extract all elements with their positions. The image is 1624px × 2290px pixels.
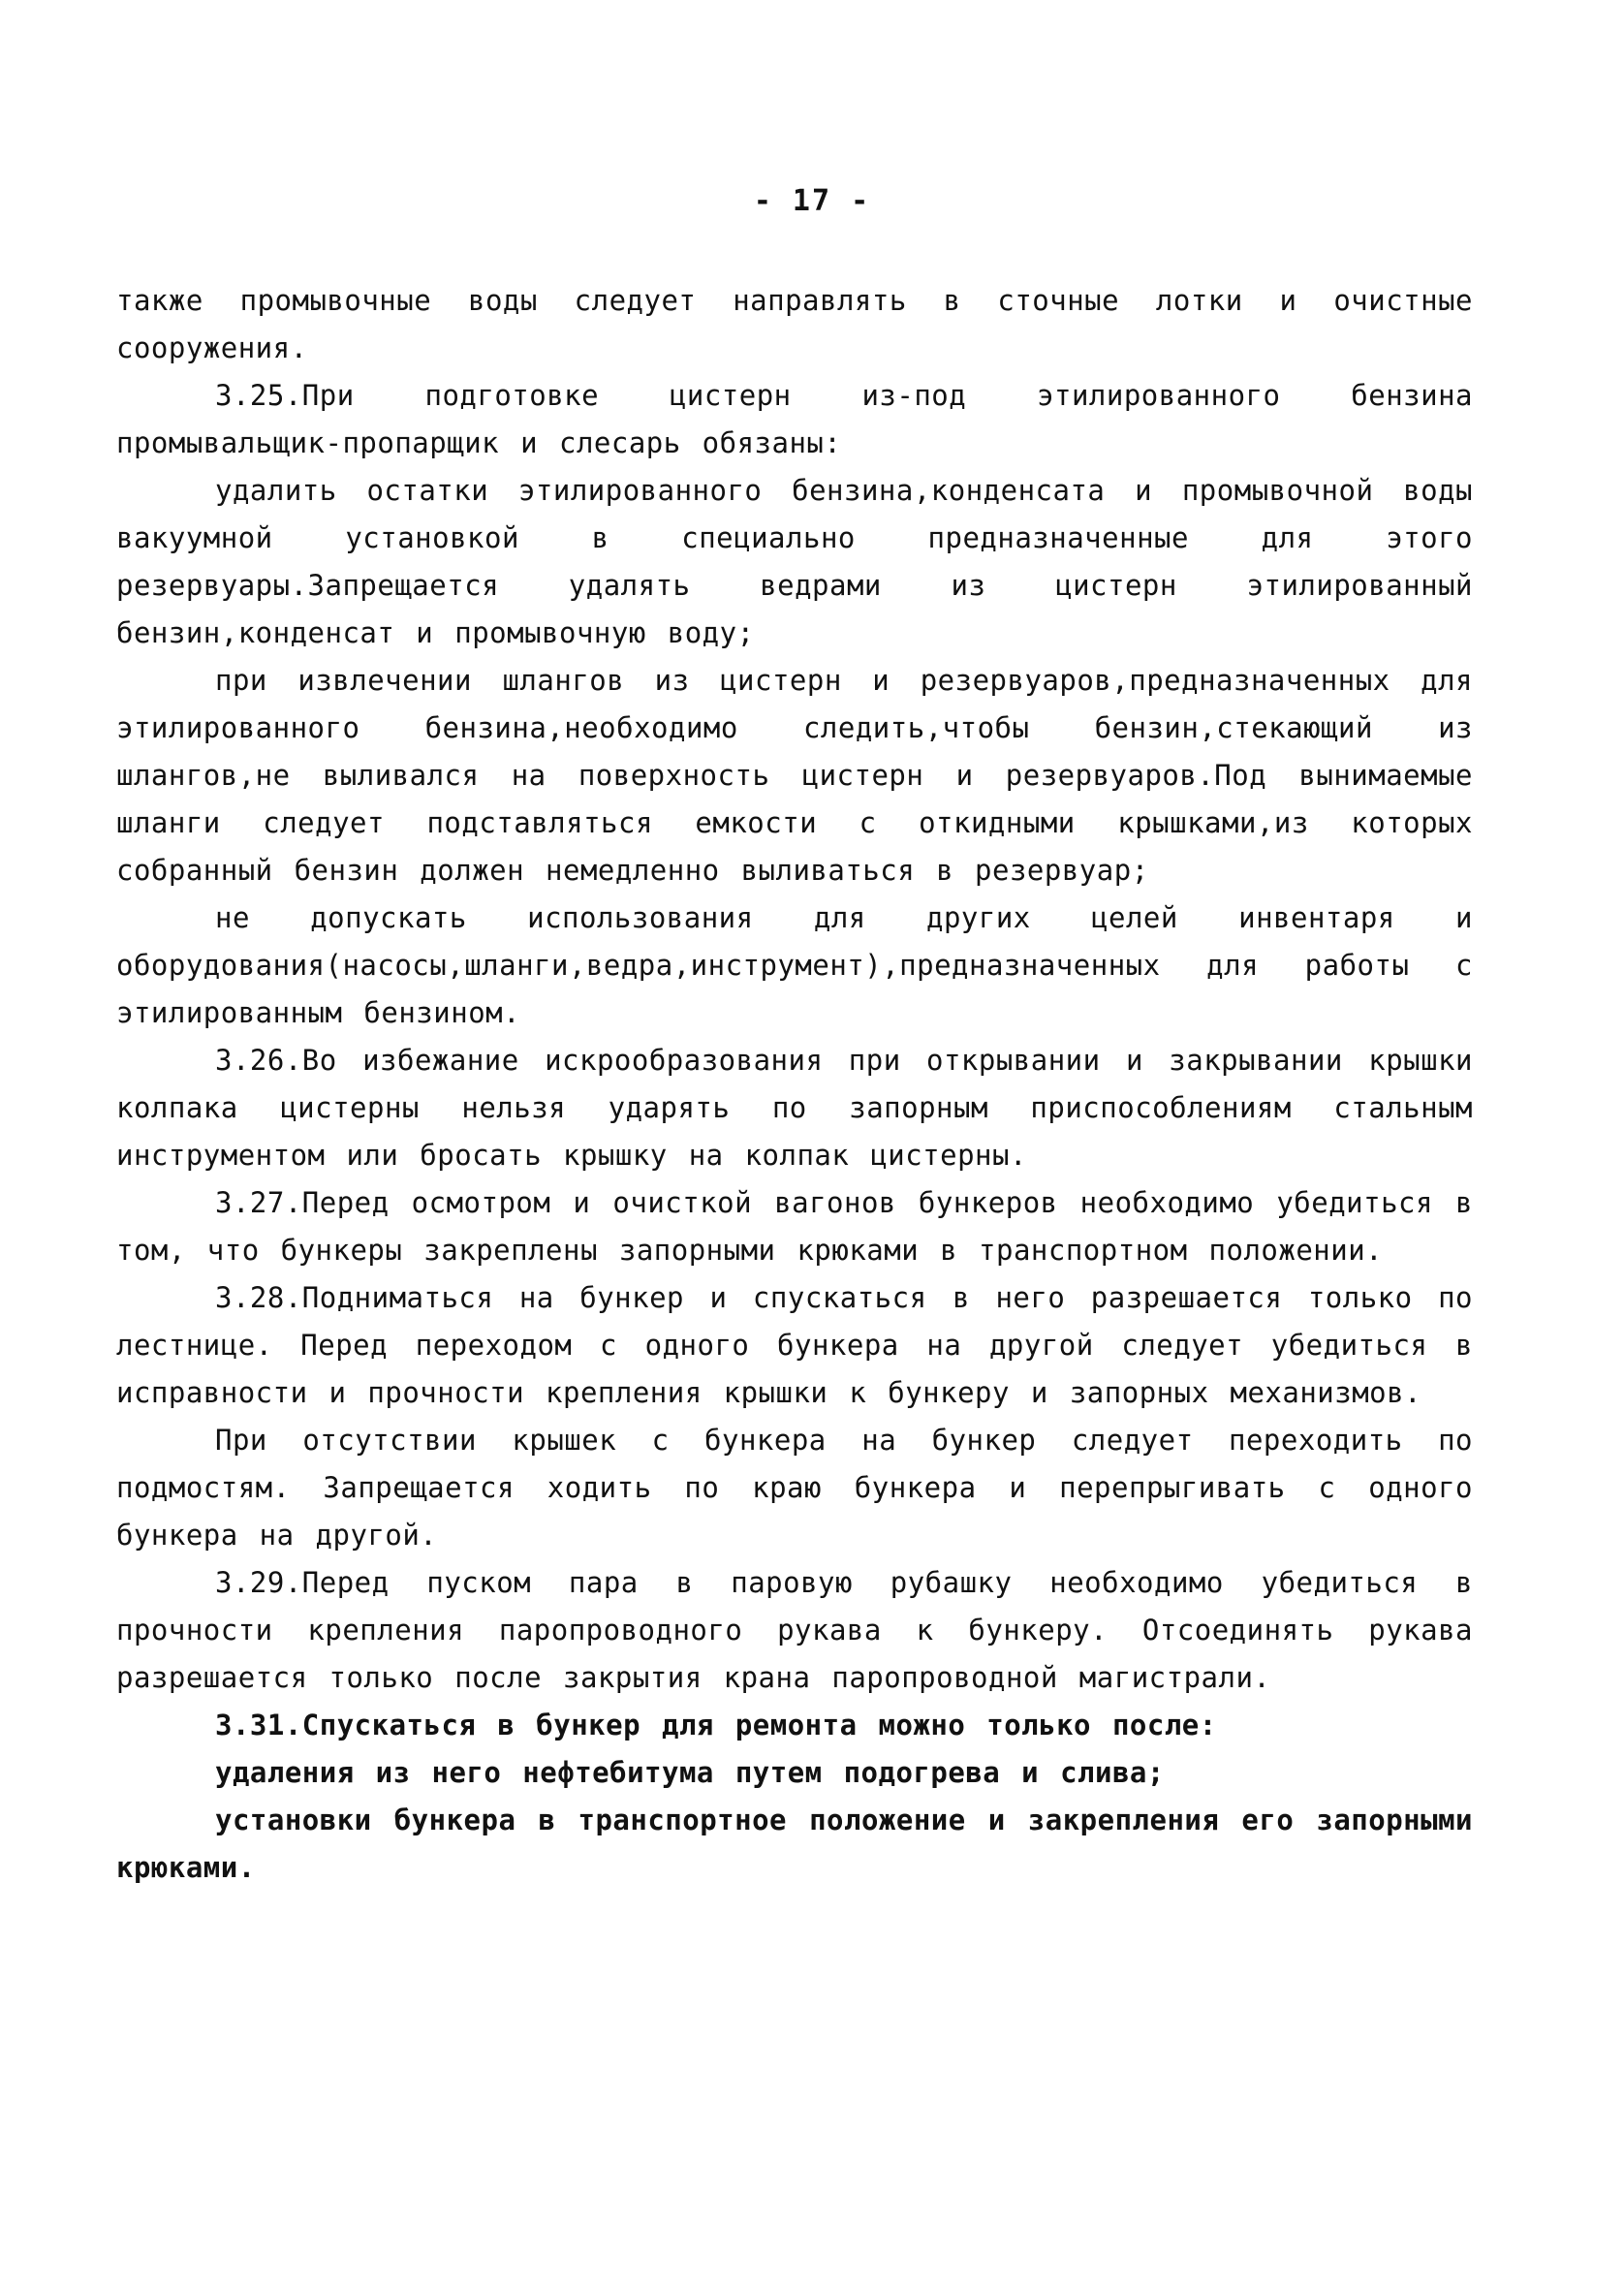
paragraph-3-29: 3.29.Перед пуском пара в паровую рубашку необходимо убедиться в прочности крепления паропроводного рукава к бункеру. Отсоединять рукава разрешается только после закрытия крана паропроводной магистрали. <box>116 1566 1473 1694</box>
paragraph-3-26: 3.26.Во избежание искрообразования при открывании и закрывании крышки колпака цистерны нельзя ударять по запорным приспособлениям стальным инструментом или бросать крышку на колпак цистерны. <box>116 1044 1473 1172</box>
paragraph-3-28: 3.28.Подниматься на бункер и спускаться в него разрешается только по лестнице. Перед переходом с одного бункера на другой следует убедиться в исправности и прочности крепления крышки к бункеру и запорных механизмов. <box>116 1281 1473 1409</box>
paragraph-remove-residues: удалить остатки этилированного бензина,конденсата и промывочной воды вакуумной установкой в специально предназначенные для этого резервуары.Запрещается удалять ведрами из цистерн этилированный бензин,конденсат и промывочную воду; <box>116 474 1473 649</box>
paragraph-equipment-usage: не допускать использования для других целей инвентаря и оборудования(насосы,шланги,ведра,инструмент),предназначенных для работы с этилированным бензином. <box>116 901 1473 1029</box>
paragraph-3-31: 3.31.Спускаться в бункер для ремонта можно только после: <box>215 1709 1217 1741</box>
paragraph-continuation: также промывочные воды следует направлять в сточные лотки и очистные сооружения. <box>116 284 1473 364</box>
paragraph-hose-extraction: при извлечении шлангов из цистерн и резервуаров,предназначенных для этилированного бензина,необходимо следить,чтобы бензин,стекающий из шлангов,не выливался на поверхность цистерн и резервуаров.Под вынимаемые шланги следует подставляться емкости с откидными крышками,из которых собранный бензин должен немедленно выливаться в резервуар; <box>116 664 1473 887</box>
paragraph-bitumen-removal: удаления из него нефтебитума путем подогрева и слива; <box>215 1756 1165 1789</box>
page-number: - 17 - <box>753 184 871 218</box>
paragraph-3-25: 3.25.При подготовке цистерн из-под этилированного бензина промывальщик-пропарщик и слесарь обязаны: <box>116 379 1473 459</box>
paragraph-3-27: 3.27.Перед осмотром и очисткой вагонов бункеров необходимо убедиться в том, что бункеры закреплены запорными крюками в транспортном положении. <box>116 1186 1473 1267</box>
paragraph-missing-covers: При отсутствии крышек с бункера на бункер следует переходить по подмостям. Запрещается ходить по краю бункера и перепрыгивать с одного бункера на другой. <box>116 1424 1473 1552</box>
paragraph-bunker-fixing: установки бункера в транспортное положение и закрепления его запорными крюками. <box>116 1804 1473 1884</box>
body-text <box>116 277 1473 1892</box>
